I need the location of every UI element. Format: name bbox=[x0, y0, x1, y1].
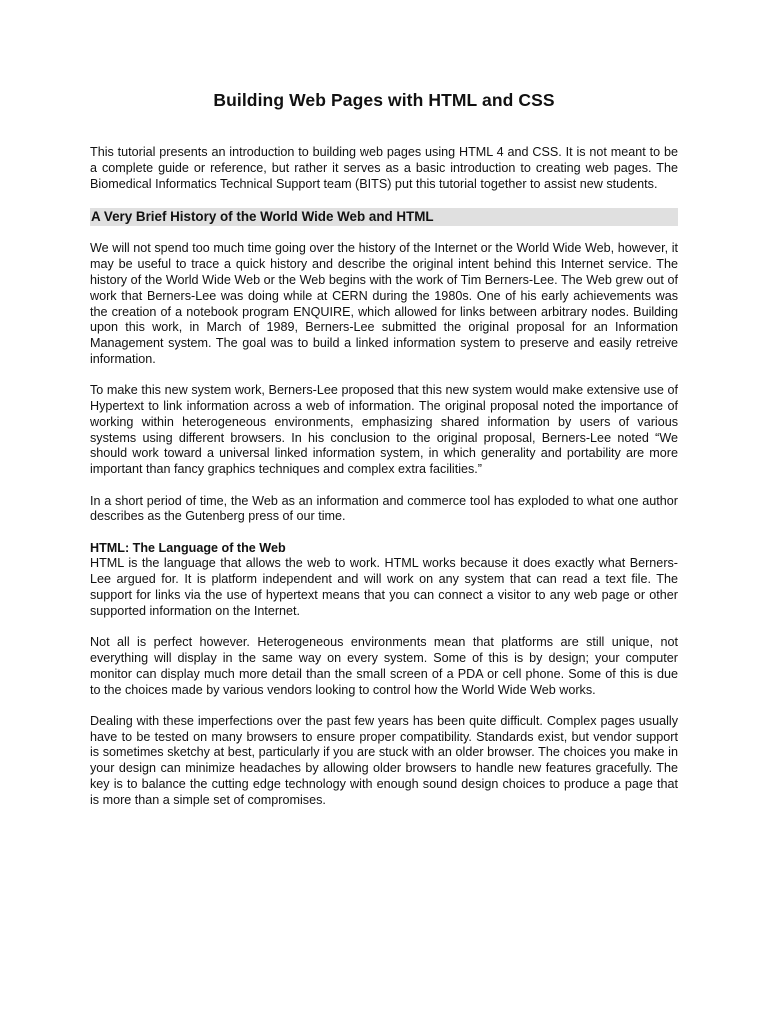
subheading: HTML: The Language of the Web bbox=[90, 540, 286, 555]
intro-paragraph: This tutorial presents an introduction to building web pages using HTML 4 and CSS. It is not meant to be a complete guide or reference, but rather it serves as a basic introduction to creating web pages. The Biomedical Informatics Technical Support team (BITS) put this tutorial together to assist new students. bbox=[90, 145, 678, 191]
document-body bbox=[90, 145, 678, 824]
document-title: Building Web Pages with HTML and CSS bbox=[213, 90, 555, 110]
history-paragraph-1: We will not spend too much time going over the history of the Internet or the World Wide Web, however, it may be useful to trace a quick history and describe the original intent behind this Internet service. The history of the World Wide Web or the Web begins with the work of Tim Berners-Lee. The Web grew out of work that Berners-Lee was doing while at CERN during the 1980s. One of his early achievements was the creation of a notebook program ENQUIRE, which allowed for links between arbitrary nodes. Building upon this work, in March of 1989, Berners-Lee submitted the original proposal for an Information Management system. The goal was to build a linked information system to preserve and easily retreive information. bbox=[90, 241, 678, 366]
html-paragraph-3: Dealing with these imperfections over the past few years has been quite difficult. Complex pages usually have to be tested on many browsers to ensure proper compatibility. Standards exist, but vendor support is sometimes sketchy at best, particularly if you are stuck with an older browser. The choices you make in your design can minimize headaches by allowing older browsers to handle new features gracefully. The key is to balance the cutting edge technology with enough sound design choices to produce a page that is more than a simple set of compromises. bbox=[90, 713, 678, 807]
history-paragraph-2: To make this new system work, Berners-Lee proposed that this new system would make extensive use of Hypertext to link information across a web of information. The original proposal noted the importance of working within heterogeneous environments, emphasizing shared information by users of various systems using different browsers. In his conclusion to the original proposal, Berners-Lee noted “We should work toward a universal linked information system, in which generality and portability are more important than fancy graphics techniques and complex extra facilities.” bbox=[90, 383, 678, 477]
section-heading: A Very Brief History of the World Wide Web and HTML bbox=[90, 208, 678, 226]
html-paragraph-1: HTML is the language that allows the web to work. HTML works because it does exactly what Berners-Lee argued for. It is platform independent and will work on any system that can read a text file. The support for links via the use of hypertext means that you can connect a visitor to any web page or other supported information on the Internet. bbox=[90, 556, 678, 618]
history-paragraph-3: In a short period of time, the Web as an information and commerce tool has exploded to what one author describes as the Gutenberg press of our time. bbox=[90, 493, 678, 524]
html-paragraph-2: Not all is perfect however. Heterogeneous environments mean that platforms are still unique, not everything will display in the same way on every system. Some of this is by design; your computer monitor can display much more detail than the small screen of a PDA or cell phone. Some of this is due to the choices made by various vendors looking to control how the World Wide Web works. bbox=[90, 635, 678, 697]
